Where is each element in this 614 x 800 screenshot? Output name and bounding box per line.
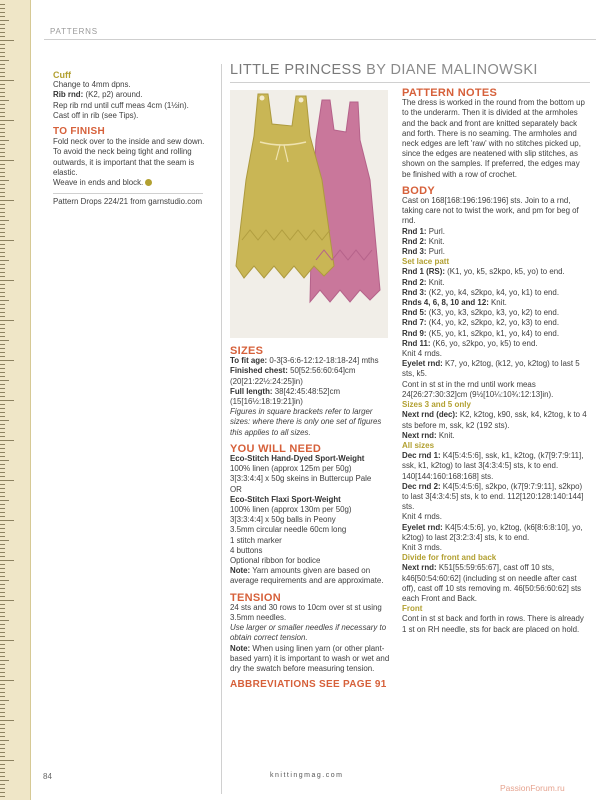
ruler-tick [0, 720, 14, 721]
ruler-tick [0, 600, 14, 601]
yarn1-line-2: 3[3:3:4:4] x 50g skeins in Buttercup Pale [230, 474, 372, 484]
ruler-tick [0, 224, 5, 225]
ruler-tick [0, 380, 9, 381]
yarn1-line-3: OR [230, 484, 242, 494]
product-photo [230, 90, 388, 338]
ruler-tick [0, 216, 5, 217]
lace-rnd-3: Rnd 3: (K2, yo, k4, s2kpo, k4, yo, k1) to end. [402, 287, 560, 297]
ruler-tick [0, 8, 5, 9]
lace-rnd-11: Rnd 11: (K6, yo, s2kpo, yo, k5) to end. [402, 338, 538, 348]
ruler-tick [0, 184, 5, 185]
ruler-tick [0, 780, 9, 781]
ruler-tick [0, 476, 5, 477]
notes-text: The dress is worked in the round from the bottom up to the underarm. Then it is divided at the armholes and the back and front are knitted separately back and forth. There is no seaming. The armholes and neck edges are left 'raw' with no stitches picked up, since the edges are neatened with slip stitches, as shown on the samples. If preferred, the edges may be finished with a row of crochet. [402, 98, 585, 179]
ruler-tick [0, 460, 9, 461]
watermark: PassionForum.ru [500, 783, 565, 793]
finish-weave: Weave in ends and block. [53, 178, 213, 188]
ruler-tick [0, 264, 5, 265]
ruler-tick [0, 136, 5, 137]
ruler-tick [0, 764, 5, 765]
ruler-tick [0, 44, 5, 45]
ruler-tick [0, 564, 5, 565]
ruler-tick [0, 728, 5, 729]
ruler-tick [0, 328, 5, 329]
tension-italic: Use larger or smaller needles if necessary to obtain correct tension. [230, 623, 387, 643]
ruler-tick [0, 172, 5, 173]
tape-measure-ruler [0, 0, 31, 800]
ruler-tick [0, 688, 5, 689]
source-credit: Pattern Drops 224/21 from garnstudio.com [53, 197, 203, 207]
ruler-tick [0, 672, 5, 673]
ruler-tick [0, 368, 5, 369]
yarn2-line-4: 1 stitch marker [230, 535, 282, 545]
column-divider [221, 64, 222, 794]
ruler-tick [0, 32, 5, 33]
ruler-tick [0, 344, 5, 345]
ruler-tick [0, 156, 5, 157]
ruler-tick [0, 612, 5, 613]
ruler-tick [0, 704, 5, 705]
ruler-tick [0, 768, 5, 769]
ruler-tick [0, 12, 5, 13]
body-intro: Cast on 168[168:196:196:196] sts. Join to a rnd, taking care not to twist the work, and pm for beg of rnd. [402, 196, 579, 226]
ruler-tick [0, 772, 5, 773]
ruler-tick [0, 68, 5, 69]
ruler-tick [0, 52, 5, 53]
ruler-tick [0, 80, 14, 81]
eyelet-rnd-2: Eyelet rnd: K4[5:4:5:6], yo, k2tog, (k6[8:6:8:10], yo, k2tog) to last 2[3:2:3:4] sts, k to end. [402, 522, 583, 542]
ruler-tick [0, 652, 5, 653]
ruler-tick [0, 372, 5, 373]
lace-rnd-7: Rnd 7: (K4, yo, k2, s2kpo, k2, yo, k3) to end. [402, 318, 560, 328]
ruler-tick [0, 144, 5, 145]
cuff-line-1: Change to 4mm dpns. [53, 80, 131, 90]
ruler-tick [0, 668, 5, 669]
ruler-tick [0, 732, 5, 733]
ruler-tick [0, 724, 5, 725]
ruler-tick [0, 456, 5, 457]
cuff-line-2: Rib rnd: (K2, p2) around. [53, 90, 143, 100]
right-column [402, 88, 590, 635]
section-label: PATTERNS [50, 27, 98, 36]
ruler-tick [0, 104, 5, 105]
rnd-3: Rnd 3: Purl. [402, 247, 445, 257]
ruler-tick [0, 404, 5, 405]
ruler-tick [0, 624, 5, 625]
ruler-tick [0, 188, 5, 189]
ruler-tick [0, 528, 5, 529]
ruler-tick [0, 388, 5, 389]
ruler-tick [0, 88, 5, 89]
ruler-tick [0, 532, 5, 533]
ruler-tick [0, 552, 5, 553]
ruler-tick [0, 176, 5, 177]
ruler-tick [0, 632, 5, 633]
body-heading: BODY [402, 184, 435, 197]
dress-photo-illustration [230, 90, 388, 338]
yarn2-name: Eco-Stitch Flaxi Sport-Weight [230, 494, 341, 504]
ruler-tick [0, 324, 5, 325]
left-column [53, 70, 213, 207]
ruler-tick [0, 468, 5, 469]
ruler-tick [0, 684, 5, 685]
ruler-tick [0, 548, 5, 549]
ruler-tick [0, 340, 9, 341]
ruler-tick [0, 316, 5, 317]
lace-rnd-4: Rnds 4, 6, 8, 10 and 12: Knit. [402, 298, 507, 308]
site-url[interactable]: knittingmag.com [270, 772, 344, 779]
finish-text: Fold neck over to the inside and sew down. To avoid the neck being tight and rolling outwards, it is important that the seam is elastic. [53, 137, 205, 177]
ruler-tick [0, 680, 14, 681]
ruler-tick [0, 696, 5, 697]
ruler-tick [0, 524, 5, 525]
ruler-tick [0, 700, 9, 701]
yarn1-name: Eco-Stitch Hand-Dyed Sport-Weight [230, 454, 365, 464]
yarn1-line-1: 100% linen (approx 125m per 50g) [230, 464, 352, 474]
ruler-tick [0, 444, 5, 445]
ruler-tick [0, 116, 5, 117]
ruler-tick [0, 232, 5, 233]
ruler-tick [0, 280, 14, 281]
tension-text: 24 sts and 30 rows to 10cm over st st using 3.5mm needles. [230, 602, 382, 623]
ruler-tick [0, 556, 5, 557]
ruler-tick [0, 140, 9, 141]
ruler-tick [0, 268, 5, 269]
ruler-tick [0, 40, 14, 41]
ruler-tick [0, 784, 5, 785]
ruler-tick [0, 132, 5, 133]
ruler-tick [0, 788, 5, 789]
ruler-tick [0, 644, 5, 645]
ruler-tick [0, 396, 5, 397]
title-divider [230, 82, 590, 83]
ruler-tick [0, 520, 14, 521]
ruler-tick [0, 736, 5, 737]
ruler-tick [0, 244, 5, 245]
eyelet-rnd: Eyelet rnd: K7, yo, k2tog, (k12, yo, k2tog) to last 5 sts, k5. [402, 359, 580, 379]
article-title [230, 62, 590, 78]
ruler-tick [0, 28, 5, 29]
ruler-tick [0, 620, 9, 621]
cuff-line-3: Rep rib rnd until cuff meas 4cm (1½in). [53, 100, 189, 110]
ruler-tick [0, 472, 5, 473]
ruler-tick [0, 488, 5, 489]
ruler-tick [0, 48, 5, 49]
ruler-tick [0, 584, 5, 585]
ruler-tick [0, 512, 5, 513]
ruler-tick [0, 408, 5, 409]
ruler-tick [0, 540, 9, 541]
ruler-tick [0, 276, 5, 277]
divide-rnd: Next rnd: K51[55:59:65:67], cast off 10 sts, k46[50:54:60:62] (including st on needle after cast off), cast off 10 sts removing m. 46[50:56:60:62] sts each Front and Back. [402, 563, 582, 603]
ruler-tick [0, 496, 5, 497]
page-number: 84 [43, 772, 52, 781]
ruler-tick [0, 84, 5, 85]
ruler-tick [0, 596, 5, 597]
ruler-tick [0, 384, 5, 385]
ruler-tick [0, 580, 9, 581]
ruler-tick [0, 304, 5, 305]
ruler-tick [0, 16, 5, 17]
ruler-tick [0, 100, 9, 101]
ruler-tick [0, 660, 9, 661]
rnd-1: Rnd 1: Purl. [402, 226, 445, 236]
lace-rnd-1: Rnd 1 (RS): (K1, yo, k5, s2kpo, k5, yo) to end. [402, 267, 565, 277]
ruler-tick [0, 492, 5, 493]
ruler-tick [0, 308, 5, 309]
ruler-tick [0, 168, 5, 169]
ruler-tick [0, 452, 5, 453]
tension-note: Note: When using linen yarn (or other plant-based yarn) it is important to wash or wet and dry the swatch before measuring tension. [230, 643, 390, 674]
ruler-tick [0, 420, 9, 421]
ruler-tick [0, 272, 5, 273]
ruler-tick [0, 160, 14, 161]
ruler-tick [0, 676, 5, 677]
ruler-tick [0, 124, 5, 125]
ruler-tick [0, 776, 5, 777]
yarn2-line-3: 3.5mm circular needle 60cm long [230, 525, 347, 535]
ruler-tick [0, 112, 5, 113]
ruler-tick [0, 568, 5, 569]
front-text: Cont in st st back and forth in rows. There is already 1 st on RH needle, sts for back are placed on hold. [402, 614, 584, 634]
yarn2-line-2: 3[3:3:4:4] x 50g balls in Peony [230, 515, 336, 525]
rnd-2: Rnd 2: Knit. [402, 236, 445, 246]
middle-column [230, 346, 390, 691]
ruler-tick [0, 484, 5, 485]
need-heading: YOU WILL NEED [230, 442, 322, 455]
ruler-tick [0, 164, 5, 165]
yarn2-line-1: 100% linen (approx 130m per 50g) [230, 505, 352, 515]
ruler-tick [0, 508, 5, 509]
need-note: Note: Yarn amounts given are based on average requirements and are approximate. [230, 566, 384, 586]
yarn2-line-5: 4 buttons [230, 545, 263, 555]
ruler-tick [0, 240, 14, 241]
ruler-tick [0, 412, 5, 413]
ruler-tick [0, 208, 5, 209]
lace-rnd-2: Rnd 2: Knit. [402, 277, 445, 287]
divide-heading: Divide for front and back [402, 553, 497, 563]
finish-heading: TO FINISH [53, 126, 105, 138]
ruler-tick [0, 544, 5, 545]
ruler-tick [0, 440, 14, 441]
knit-4-rnds-b: Knit 4 rnds. [402, 512, 442, 522]
ruler-tick [0, 664, 5, 665]
ruler-tick [0, 292, 5, 293]
ruler-tick [0, 608, 5, 609]
sizes-heading: SIZES [230, 345, 264, 357]
sizes-3-5-heading: Sizes 3 and 5 only [402, 400, 471, 410]
cuff-heading: Cuff [53, 70, 71, 80]
ruler-tick [0, 320, 14, 321]
ruler-tick [0, 148, 5, 149]
ruler-tick [0, 428, 5, 429]
ruler-tick [0, 180, 9, 181]
ruler-tick [0, 432, 5, 433]
source-divider [53, 193, 203, 194]
ruler-tick [0, 236, 5, 237]
ruler-tick [0, 716, 5, 717]
cuff-line-4: Cast off in rib (see Tips). [53, 110, 139, 120]
ruler-tick [0, 576, 5, 577]
ruler-tick [0, 500, 9, 501]
dec-rnd-1: Dec rnd 1: K4[5:4:5:6], ssk, k1, k2tog, (k7[9:7:9:11], ssk, k1, k2tog) to last 3[4:3:4:5] sts, k to end. 140[144:160:168:168] sts. [402, 451, 584, 481]
ruler-tick [0, 748, 5, 749]
ruler-tick [0, 588, 5, 589]
ruler-tick [0, 424, 5, 425]
ruler-tick [0, 636, 5, 637]
ruler-tick [0, 400, 14, 401]
ruler-tick [0, 752, 5, 753]
ruler-tick [0, 284, 5, 285]
ruler-tick [0, 712, 5, 713]
ruler-tick [0, 24, 5, 25]
ruler-tick [0, 604, 5, 605]
ruler-tick [0, 760, 14, 761]
ruler-tick [0, 448, 5, 449]
ruler-tick [0, 436, 5, 437]
ruler-tick [0, 72, 5, 73]
yarn-end-icon [145, 179, 152, 186]
ruler-tick [0, 204, 5, 205]
ruler-tick [0, 416, 5, 417]
ruler-tick [0, 504, 5, 505]
ruler-tick [0, 692, 5, 693]
tension-heading: TENSION [230, 591, 281, 604]
ruler-tick [0, 572, 5, 573]
ruler-tick [0, 228, 5, 229]
header-divider [44, 39, 596, 40]
ruler-tick [0, 300, 9, 301]
yarn2-line-6: Optional ribbon for bodice [230, 556, 321, 566]
dec-rnd-2: Dec rnd 2: K4[5:4:5:6], s2kpo, (k7[9:7:9:11], s2kpo) to last 3[4:3:4:5] sts, k to end. 112[120:128:140:144] sts. [402, 481, 584, 512]
ruler-tick [0, 360, 14, 361]
ruler-tick [0, 516, 5, 517]
front-heading: Front [402, 604, 423, 614]
ruler-tick [0, 560, 14, 561]
ruler-tick [0, 628, 5, 629]
ruler-tick [0, 36, 5, 37]
next-rnd-knit: Next rnd: Knit. [402, 430, 455, 440]
ruler-tick [0, 60, 9, 61]
ruler-tick [0, 356, 5, 357]
ruler-tick [0, 152, 5, 153]
continue-text: Cont in st st in the rnd until work meas 24[26:27:30:32]cm (9½[10¼:10¾:12:13]in). [402, 379, 554, 399]
abbreviations-link[interactable]: ABBREVIATIONS SEE PAGE 91 [230, 679, 387, 691]
ruler-tick [0, 120, 14, 121]
to-fit: To fit age: 0-3[3-6:6-12:12-18:18-24] mths [230, 356, 379, 366]
full-length: Full length: 38[42:45:48:52]cm (15[16½:18:19:21]in) [230, 386, 341, 407]
ruler-tick [0, 76, 5, 77]
ruler-tick [0, 480, 14, 481]
ruler-tick [0, 256, 5, 257]
ruler-tick [0, 592, 5, 593]
finished-chest: Finished chest: 50[52:56:60:64]cm (20[21:22½:24:25]in) [230, 366, 356, 386]
ruler-tick [0, 656, 5, 657]
ruler-tick [0, 64, 5, 65]
ruler-tick [0, 648, 5, 649]
ruler-tick [0, 796, 5, 797]
next-rnd-dec: Next rnd (dec): K2, k2tog, k90, ssk, k4, k2tog, k to 4 sts before m, ssk, k2 (192 sts). [402, 410, 587, 430]
lace-rnd-9: Rnd 9: (K5, yo, k1, s2kpo, k1, yo, k4) to end. [402, 328, 560, 338]
ruler-tick [0, 220, 9, 221]
sizes-note: Figures in square brackets refer to larger sizes: where there is only one set of figures this applies to all sizes. [230, 407, 382, 437]
ruler-tick [0, 288, 5, 289]
ruler-tick [0, 212, 5, 213]
ruler-tick [0, 196, 5, 197]
knit-3-rnds: Knit 3 rnds. [402, 542, 442, 552]
ruler-tick [0, 252, 5, 253]
ruler-tick [0, 96, 5, 97]
ruler-tick [0, 744, 5, 745]
notes-heading: PATTERN NOTES [402, 87, 498, 99]
title-byline: BY DIANE MALINOWSKI [366, 62, 538, 78]
ruler-tick [0, 464, 5, 465]
title-main: LITTLE PRINCESS [230, 62, 362, 78]
ruler-tick [0, 128, 5, 129]
ruler-tick [0, 332, 5, 333]
ruler-tick [0, 336, 5, 337]
ruler-tick [0, 20, 9, 21]
lace-rnd-5: Rnd 5: (K3, yo, k3, s2kpo, k3, yo, k2) to end. [402, 308, 560, 318]
ruler-tick [0, 756, 5, 757]
knit-4-rnds: Knit 4 rnds. [402, 349, 442, 359]
ruler-tick [0, 260, 9, 261]
ruler-tick [0, 56, 5, 57]
ruler-tick [0, 392, 5, 393]
ruler-tick [0, 108, 5, 109]
ruler-tick [0, 536, 5, 537]
ruler-tick [0, 192, 5, 193]
lace-heading: Set lace patt [402, 257, 450, 267]
ruler-tick [0, 200, 14, 201]
ruler-tick [0, 296, 5, 297]
ruler-tick [0, 348, 5, 349]
ruler-tick [0, 792, 5, 793]
ruler-tick [0, 312, 5, 313]
all-sizes-heading: All sizes [402, 440, 435, 450]
ruler-tick [0, 616, 5, 617]
ruler-tick [0, 708, 5, 709]
ruler-tick [0, 740, 9, 741]
ruler-tick [0, 248, 5, 249]
ruler-tick [0, 376, 5, 377]
ruler-tick [0, 352, 5, 353]
ruler-tick [0, 640, 14, 641]
ruler-tick [0, 4, 5, 5]
ruler-tick [0, 364, 5, 365]
ruler-tick [0, 92, 5, 93]
